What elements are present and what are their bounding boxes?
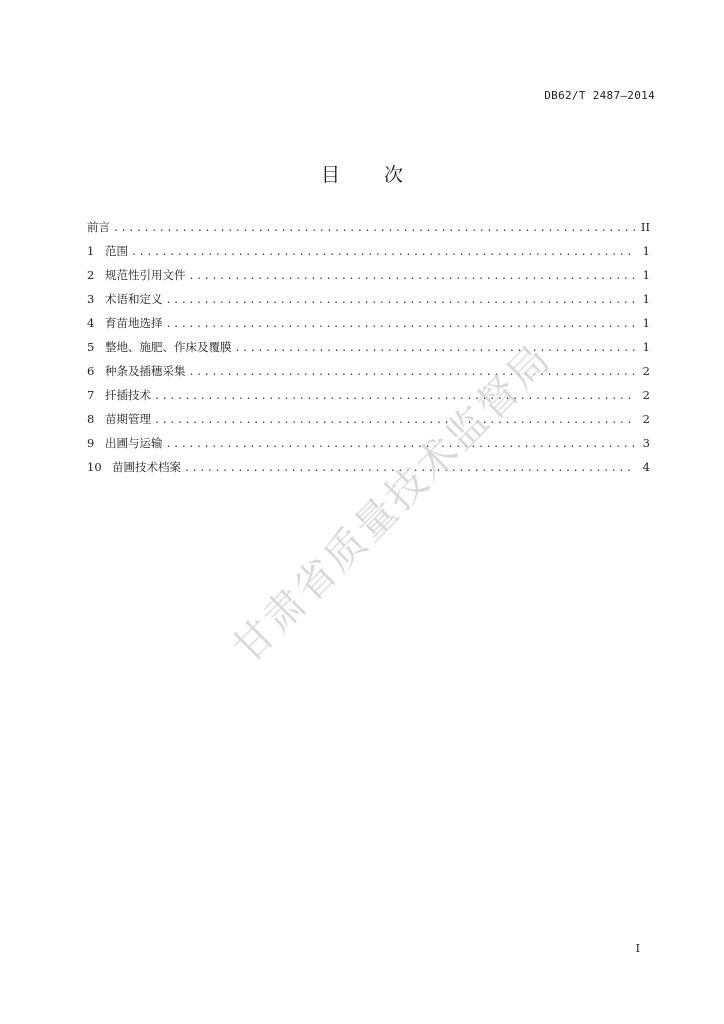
toc-entry-text: 规范性引用文件 <box>105 268 186 282</box>
toc-entry-page: 1 <box>642 316 650 330</box>
toc-entry-2[interactable] <box>87 267 650 291</box>
toc-entry-number: 8 <box>87 412 95 426</box>
table-of-contents <box>87 219 650 483</box>
toc-entry-page: 1 <box>642 292 650 306</box>
toc-entry-number: 2 <box>87 268 95 282</box>
toc-leader-dots <box>131 247 636 258</box>
toc-entry-9[interactable] <box>87 435 650 459</box>
toc-entry-page: II <box>640 220 650 234</box>
toc-entry-page: 3 <box>642 436 650 450</box>
toc-entry-page: 1 <box>642 268 650 282</box>
toc-leader-dots <box>189 271 637 282</box>
toc-entry-number: 9 <box>87 436 95 450</box>
toc-entry-text: 范围 <box>105 244 128 258</box>
toc-entry-text: 扦插技术 <box>105 388 151 402</box>
toc-entry-text: 整地、施肥、作床及覆膜 <box>105 340 232 354</box>
toc-leader-dots <box>154 415 636 426</box>
toc-entry-page: 2 <box>642 388 650 402</box>
toc-leader-dots <box>166 439 637 450</box>
toc-entry-4[interactable] <box>87 315 650 339</box>
toc-leader-dots <box>113 223 636 234</box>
toc-entry-text: 出圃与运输 <box>105 436 163 450</box>
watermark-text: 甘肃省质量技术监督局 <box>224 335 561 672</box>
toc-entry-page: 2 <box>642 412 650 426</box>
toc-entry-text: 前言 <box>87 220 110 234</box>
toc-entry-number: 3 <box>87 292 95 306</box>
toc-entry-number: 10 <box>87 460 102 474</box>
toc-leader-dots <box>166 295 637 306</box>
toc-entry-number: 5 <box>87 340 95 354</box>
toc-title-char-1: 目 <box>320 164 340 186</box>
toc-leader-dots <box>235 343 637 354</box>
toc-entry-text: 育苗地选择 <box>105 316 163 330</box>
toc-title-char-2: 次 <box>384 164 404 186</box>
toc-entry-page: 1 <box>642 244 650 258</box>
toc-leader-dots <box>184 463 636 474</box>
standard-code: DB62/T 2487—2014 <box>544 89 655 102</box>
toc-entry-number: 4 <box>87 316 95 330</box>
toc-entry-number: 6 <box>87 364 95 378</box>
toc-entry-page: 2 <box>642 364 650 378</box>
toc-title <box>0 160 724 187</box>
toc-leader-dots <box>166 319 637 330</box>
toc-entry-text: 苗期管理 <box>105 412 151 426</box>
toc-leader-dots <box>154 391 636 402</box>
toc-entry-1[interactable] <box>87 243 650 267</box>
toc-entry-10[interactable] <box>87 459 650 483</box>
toc-entry-foreword[interactable] <box>87 219 650 243</box>
toc-leader-dots <box>189 367 637 378</box>
toc-entry-8[interactable] <box>87 411 650 435</box>
toc-entry-page: 1 <box>642 340 650 354</box>
toc-entry-page: 4 <box>642 460 650 474</box>
toc-entry-7[interactable] <box>87 387 650 411</box>
toc-entry-number: 1 <box>87 244 95 258</box>
toc-entry-text: 苗圃技术档案 <box>112 460 181 474</box>
toc-entry-number: 7 <box>87 388 95 402</box>
toc-entry-6[interactable] <box>87 363 650 387</box>
toc-entry-3[interactable] <box>87 291 650 315</box>
toc-entry-text: 术语和定义 <box>105 292 163 306</box>
page-number: I <box>635 942 640 955</box>
toc-entry-5[interactable] <box>87 339 650 363</box>
toc-entry-text: 种条及插穗采集 <box>105 364 186 378</box>
